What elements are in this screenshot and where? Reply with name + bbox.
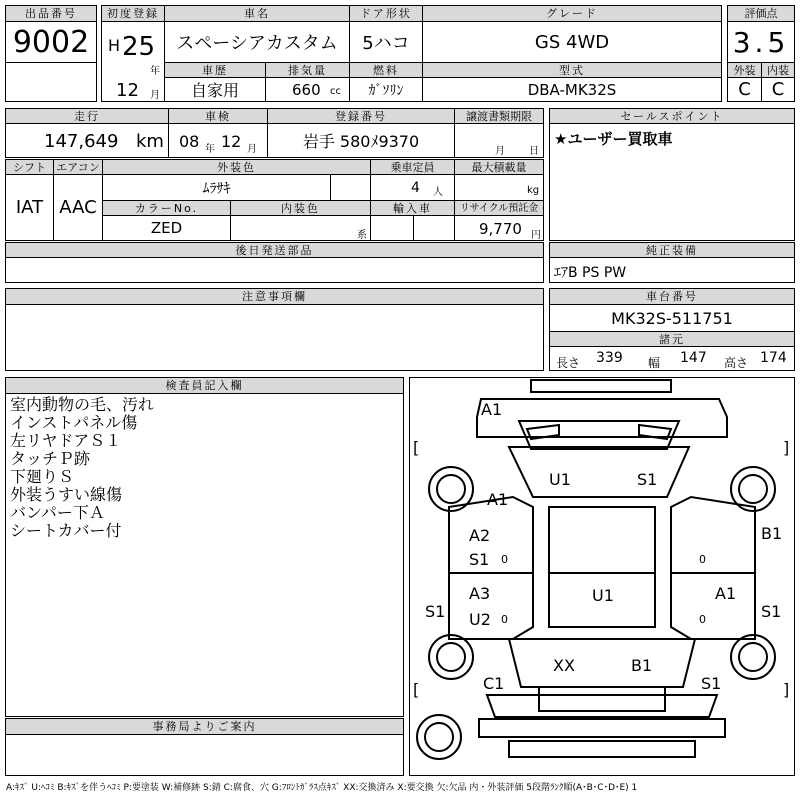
fuel-label: 燃料 (349, 62, 423, 78)
mark-xx: XX (553, 656, 575, 675)
car-name: スペーシアカスタム (164, 21, 350, 63)
rear-glass (509, 639, 695, 687)
capacity: 4 (411, 180, 420, 196)
reg-no-label: 登録番号 (267, 108, 455, 124)
color-no-label: カラーNo. (102, 200, 231, 216)
recycle: 9,770 (479, 220, 522, 238)
ext-color-label: 外装色 (102, 159, 371, 175)
capacity-box (370, 174, 455, 201)
sales-box (549, 123, 795, 241)
load-label: 最大積載量 (454, 159, 544, 175)
mileage-box (5, 123, 169, 158)
mark-b1-rear: B1 (631, 656, 653, 675)
dims-label: 諸元 (549, 331, 795, 347)
displacement-label: 排気量 (265, 62, 350, 78)
rear-bumper-bottom (509, 741, 695, 757)
wheel-rear-right (731, 635, 775, 679)
year-unit: 年 (150, 66, 160, 77)
inspector-note: 下廻りＳ (10, 467, 75, 486)
sales-label: セールスポイント (549, 108, 795, 124)
mark-u1-roof: U1 (592, 586, 614, 605)
mark-zero: 0 (699, 613, 706, 626)
recycle-box (454, 215, 544, 241)
inspector-label: 検査員記入欄 (5, 377, 404, 394)
office-label: 事務局よりご案内 (5, 718, 404, 735)
mark-s1-hood: S1 (637, 470, 658, 489)
transfer-day-unit: 日 (529, 146, 539, 157)
height-label: 高さ (724, 356, 749, 370)
inspector-note: 左リヤドアＳ１ (10, 431, 122, 450)
int-color-unit: 系 (357, 230, 367, 241)
width: 147 (680, 350, 707, 366)
roof (549, 507, 655, 627)
history-label: 車歴 (164, 62, 266, 78)
inspector-note: シートカバー付 (10, 521, 122, 540)
load-box (454, 174, 544, 201)
inspector-note: インストパネル傷 (10, 413, 138, 432)
sales-text: ★ユーザー買取車 (554, 130, 673, 148)
chassis-no: MK32S-511751 (549, 304, 795, 332)
displacement-box (265, 77, 350, 102)
rear-bumper (479, 719, 725, 737)
load-unit: kg (527, 185, 540, 196)
grade: GS 4WD (422, 21, 722, 63)
reg-no: 岩手 580ﾒ9370 (267, 123, 455, 158)
ac-label: エアコン (53, 159, 103, 175)
wheel-front-right (731, 467, 775, 511)
exterior-label: 外装 (727, 62, 762, 78)
front-outline (477, 399, 727, 437)
mark-a1-fender: A1 (487, 490, 509, 509)
int-color-box (230, 215, 371, 241)
import-label: 輸入車 (370, 200, 455, 216)
insp-year-unit: 年 (205, 144, 215, 155)
length-label: 長さ (556, 356, 581, 370)
height: 174 (760, 350, 787, 366)
capacity-label: 乗車定員 (370, 159, 455, 175)
mark-s1-right: S1 (761, 602, 782, 621)
notes-label: 注意事項欄 (5, 288, 544, 305)
equipment-label: 純正装備 (549, 242, 795, 258)
inspector-note: 室内動物の毛、汚れ (10, 395, 155, 414)
wheel-rear-left (429, 635, 473, 679)
mark-a2: A2 (469, 526, 491, 545)
mileage-label: 走行 (5, 108, 169, 124)
mark-b1-right: B1 (761, 524, 783, 543)
inspection-box (168, 123, 268, 158)
interior-grade: C (761, 77, 795, 102)
ext-color: ﾑﾗｻｷ (102, 174, 331, 201)
lot-blank (5, 62, 97, 102)
recycle-unit: 円 (531, 230, 541, 241)
mark-u1-hood: U1 (549, 470, 571, 489)
reg-month: 12 (116, 80, 139, 101)
history: 自家用 (164, 77, 266, 102)
fuel: ｶﾞｿﾘﾝ (349, 77, 423, 102)
car-name-label: 車名 (164, 5, 350, 22)
insp-month-unit: 月 (247, 144, 257, 155)
legend: A:ｷｽﾞ U:ﾍｺﾐ B:ｷｽﾞを伴うﾍｺﾐ P:要塗装 W:補修跡 S:錆 C:腐食、穴 G:ﾌﾛﾝﾄｶﾞﾗｽ点ｷｽﾞ XX:交換済み X:要交換 欠:欠品 内・外装評価 5段階ﾗﾝｸ順(A･B･C･D･E) 1 (6, 783, 638, 793)
model: DBA-MK32S (422, 77, 722, 102)
displacement-unit: cc (330, 86, 341, 97)
bracket-left: [ (413, 438, 420, 457)
mark-a1-front: A1 (481, 400, 503, 419)
door-type: 5ハコ (349, 21, 423, 63)
mileage: 147,649 (44, 131, 119, 152)
grade-label: グレード (422, 5, 722, 22)
transfer-label: 譲渡書類期限 (454, 108, 544, 124)
first-reg-box (101, 21, 165, 102)
inspection-label: 車検 (168, 108, 268, 124)
mark-s1-rear: S1 (701, 674, 722, 693)
mark-a1-right: A1 (715, 584, 737, 603)
rear-panel (539, 687, 665, 711)
inspector-note: バンパー下Ａ (10, 503, 105, 522)
shift-label: シフト (5, 159, 54, 175)
exterior-grade: C (727, 77, 762, 102)
right-side (671, 497, 755, 639)
lot-number: 9002 (5, 21, 97, 63)
transfer-month-unit: 月 (495, 146, 505, 157)
model-label: 型式 (422, 62, 722, 78)
ext-color-extra (330, 174, 371, 201)
width-label: 幅 (648, 356, 661, 370)
displacement: 660 (292, 81, 321, 99)
insp-year: 08 (179, 132, 200, 151)
mark-a3: A3 (469, 584, 491, 603)
capacity-unit: 人 (433, 187, 443, 198)
wheel-front-left (429, 467, 473, 511)
chassis-label: 車台番号 (549, 288, 795, 305)
reg-year: 25 (122, 32, 156, 62)
score-label: 評価点 (727, 5, 795, 22)
mark-zero: 0 (501, 553, 508, 566)
score: 3.5 (727, 21, 795, 63)
shift: IAT (5, 174, 54, 241)
equipment: ｴｱB PS PW (554, 265, 627, 281)
transfer-box (454, 123, 544, 158)
interior-label: 内装 (761, 62, 795, 78)
color-no: ZED (102, 215, 231, 241)
mark-c1: C1 (483, 674, 505, 693)
month-unit: 月 (150, 90, 160, 101)
inspector-note: 外装うすい線傷 (10, 485, 123, 504)
bracket-right: ] (783, 680, 790, 699)
import-right (413, 215, 455, 241)
office-box (5, 734, 404, 776)
later-parts-box (5, 257, 544, 283)
hood (509, 447, 689, 497)
left-side (449, 497, 533, 639)
mark-u2: U2 (469, 610, 491, 629)
inspector-note: タッチＰ跡 (10, 449, 91, 468)
later-parts-label: 後日発送部品 (5, 242, 544, 258)
mileage-unit: km (136, 131, 164, 152)
import-left (370, 215, 414, 241)
ac: AAC (53, 174, 103, 241)
spare-wheel (417, 715, 461, 759)
windshield (519, 421, 679, 449)
front-bumper-outline (531, 380, 671, 392)
int-color-label: 内装色 (230, 200, 371, 216)
door-label: ドア形状 (349, 5, 423, 22)
bracket-right: ] (783, 438, 790, 457)
mark-s1-left: S1 (425, 602, 446, 621)
recycle-label: リサイクル預託金 (454, 200, 544, 216)
first-reg-label: 初度登録 (101, 5, 165, 22)
insp-month: 12 (221, 132, 242, 151)
rear-hatch (487, 695, 717, 717)
mark-zero: 0 (501, 613, 508, 626)
era-letter: H (108, 36, 121, 55)
lot-label: 出品番号 (5, 5, 97, 22)
equipment-box (549, 257, 795, 283)
notes-box (5, 304, 544, 371)
car-diagram (409, 377, 795, 776)
inspector-box (5, 393, 404, 717)
dims-box (549, 346, 795, 371)
mark-s1-left-front: S1 (469, 550, 490, 569)
bracket-left: [ (413, 680, 420, 699)
length: 339 (596, 350, 623, 366)
mark-zero: 0 (699, 553, 706, 566)
